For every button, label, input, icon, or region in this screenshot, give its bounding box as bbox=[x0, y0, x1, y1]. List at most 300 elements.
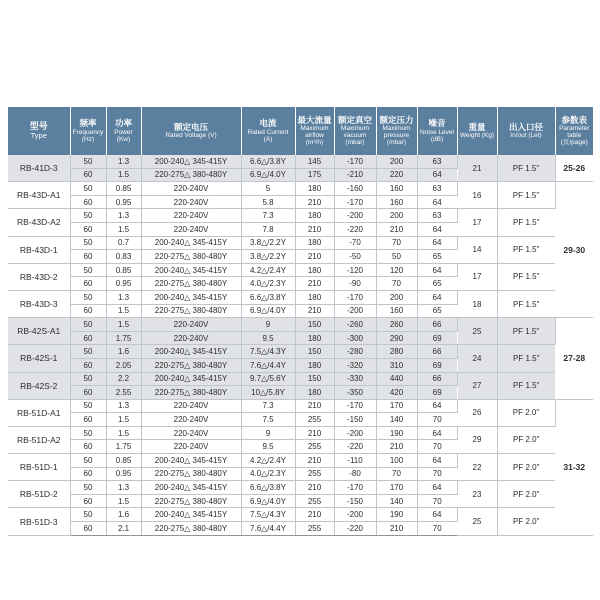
pressure-cell: 210 bbox=[376, 522, 417, 536]
voltage-cell: 220-275△ 380-480Y bbox=[141, 168, 241, 182]
weight-cell: 17 bbox=[457, 209, 497, 236]
airflow-cell: 255 bbox=[295, 413, 334, 427]
voltage-cell: 220-240V bbox=[141, 331, 241, 345]
vacuum-cell: -210 bbox=[334, 168, 376, 182]
airflow-cell: 210 bbox=[295, 304, 334, 318]
vacuum-cell: -150 bbox=[334, 494, 376, 508]
power-cell: 1.5 bbox=[106, 426, 141, 440]
pressure-cell: 190 bbox=[376, 426, 417, 440]
noise-cell: 63 bbox=[417, 155, 457, 168]
header-frequency bbox=[70, 107, 106, 155]
weight-cell: 29 bbox=[457, 426, 497, 453]
frequency-cell: 60 bbox=[70, 358, 106, 372]
airflow-cell: 180 bbox=[295, 263, 334, 277]
vacuum-cell: -200 bbox=[334, 304, 376, 318]
model-cell: RB-51D-A2 bbox=[8, 426, 70, 453]
frequency-cell: 50 bbox=[70, 508, 106, 522]
noise-cell: 70 bbox=[417, 494, 457, 508]
current-cell: 4.2△/2.4Y bbox=[241, 454, 295, 468]
vacuum-cell: -150 bbox=[334, 413, 376, 427]
model-cell: RB-51D-A1 bbox=[8, 399, 70, 426]
airflow-cell: 255 bbox=[295, 522, 334, 536]
voltage-cell: 220-240V bbox=[141, 399, 241, 413]
header-airflow-en: Maximum airflow (m³/h) bbox=[300, 124, 329, 147]
header-airflow-zh: 最大流量 bbox=[297, 114, 332, 125]
voltage-cell: 220-275△ 380-480Y bbox=[141, 358, 241, 372]
header-type-en: Type bbox=[30, 130, 47, 140]
current-cell: 3.8△/2.2Y bbox=[241, 236, 295, 250]
current-cell: 4.0△/2.3Y bbox=[241, 467, 295, 481]
pressure-cell: 290 bbox=[376, 331, 417, 345]
vacuum-cell: -110 bbox=[334, 454, 376, 468]
noise-cell: 66 bbox=[417, 345, 457, 359]
pressure-cell: 210 bbox=[376, 222, 417, 236]
airflow-cell: 180 bbox=[295, 182, 334, 196]
pressure-cell: 70 bbox=[376, 277, 417, 291]
voltage-cell: 200-240△ 345-415Y bbox=[141, 508, 241, 522]
noise-cell: 69 bbox=[417, 331, 457, 345]
power-cell: 0.7 bbox=[106, 236, 141, 250]
header-power-zh: 功率 bbox=[114, 118, 132, 129]
pressure-cell: 200 bbox=[376, 209, 417, 223]
noise-cell: 70 bbox=[417, 413, 457, 427]
voltage-cell: 200-240△ 345-415Y bbox=[141, 372, 241, 386]
noise-cell: 66 bbox=[417, 318, 457, 332]
weight-cell: 16 bbox=[457, 182, 497, 209]
vacuum-cell: -170 bbox=[334, 195, 376, 209]
voltage-cell: 200-240△ 345-415Y bbox=[141, 263, 241, 277]
power-cell: 1.75 bbox=[106, 440, 141, 454]
frequency-cell: 60 bbox=[70, 222, 106, 236]
vacuum-cell: -200 bbox=[334, 209, 376, 223]
pressure-cell: 200 bbox=[376, 155, 417, 168]
current-cell: 9 bbox=[241, 318, 295, 332]
pressure-cell: 280 bbox=[376, 345, 417, 359]
page-cell: 25-26 bbox=[555, 155, 593, 182]
voltage-cell: 220-275△ 380-480Y bbox=[141, 467, 241, 481]
pressure-cell: 310 bbox=[376, 358, 417, 372]
noise-cell: 66 bbox=[417, 372, 457, 386]
power-cell: 1.5 bbox=[106, 168, 141, 182]
current-cell: 7.3 bbox=[241, 399, 295, 413]
voltage-cell: 220-275△ 380-480Y bbox=[141, 250, 241, 264]
frequency-cell: 50 bbox=[70, 155, 106, 168]
voltage-cell: 220-275△ 380-480Y bbox=[141, 304, 241, 318]
airflow-cell: 175 bbox=[295, 168, 334, 182]
frequency-cell: 50 bbox=[70, 290, 106, 304]
airflow-cell: 180 bbox=[295, 236, 334, 250]
frequency-cell: 50 bbox=[70, 236, 106, 250]
header-pressure bbox=[376, 107, 417, 155]
power-cell: 0.85 bbox=[106, 454, 141, 468]
noise-cell: 64 bbox=[417, 508, 457, 522]
table-row bbox=[8, 209, 593, 223]
frequency-cell: 60 bbox=[70, 250, 106, 264]
header-page bbox=[555, 107, 593, 155]
frequency-cell: 50 bbox=[70, 345, 106, 359]
current-cell: 9.5 bbox=[241, 331, 295, 345]
airflow-cell: 210 bbox=[295, 222, 334, 236]
vacuum-cell: -120 bbox=[334, 263, 376, 277]
vacuum-cell: -170 bbox=[334, 155, 376, 168]
pressure-cell: 190 bbox=[376, 508, 417, 522]
header-current-en: Rated Current (A) bbox=[247, 128, 289, 143]
voltage-cell: 200-240△ 345-415Y bbox=[141, 155, 241, 168]
airflow-cell: 180 bbox=[295, 386, 334, 400]
pressure-cell: 170 bbox=[376, 481, 417, 495]
noise-cell: 64 bbox=[417, 168, 457, 182]
airflow-cell: 180 bbox=[295, 358, 334, 372]
power-cell: 0.85 bbox=[106, 182, 141, 196]
power-cell: 1.75 bbox=[106, 331, 141, 345]
weight-cell: 21 bbox=[457, 155, 497, 182]
pressure-cell: 160 bbox=[376, 195, 417, 209]
power-cell: 1.6 bbox=[106, 508, 141, 522]
port-cell: PF 1.5" bbox=[497, 155, 555, 182]
table-row bbox=[8, 399, 593, 413]
voltage-cell: 220-275△ 380-480Y bbox=[141, 494, 241, 508]
power-cell: 1.3 bbox=[106, 209, 141, 223]
power-cell: 1.3 bbox=[106, 399, 141, 413]
airflow-cell: 210 bbox=[295, 426, 334, 440]
weight-cell: 23 bbox=[457, 481, 497, 508]
pressure-cell: 100 bbox=[376, 454, 417, 468]
spec-table-body bbox=[8, 155, 593, 535]
noise-cell: 70 bbox=[417, 467, 457, 481]
current-cell: 9.7△/5.6Y bbox=[241, 372, 295, 386]
current-cell: 10△/5.8Y bbox=[241, 386, 295, 400]
vacuum-cell: -220 bbox=[334, 522, 376, 536]
power-cell: 0.85 bbox=[106, 263, 141, 277]
voltage-cell: 220-240V bbox=[141, 182, 241, 196]
model-cell: RB-42S-A1 bbox=[8, 318, 70, 345]
weight-cell: 25 bbox=[457, 508, 497, 535]
power-cell: 0.83 bbox=[106, 250, 141, 264]
airflow-cell: 210 bbox=[295, 277, 334, 291]
noise-cell: 64 bbox=[417, 195, 457, 209]
header-airflow bbox=[295, 107, 334, 155]
table-row bbox=[8, 481, 593, 495]
header-port-en: In/out (Let) bbox=[510, 132, 542, 140]
port-cell: PF 2.0" bbox=[497, 454, 555, 481]
port-cell: PF 1.5" bbox=[497, 263, 555, 290]
noise-cell: 65 bbox=[417, 250, 457, 264]
header-voltage bbox=[141, 107, 241, 155]
weight-cell: 17 bbox=[457, 263, 497, 290]
header-vacuum-en: Maximum vacuum (mbar) bbox=[340, 124, 370, 147]
airflow-cell: 255 bbox=[295, 494, 334, 508]
header-page-en: Parameter table (页/page) bbox=[559, 124, 590, 147]
header-frequency-en: Frequency (Hz) bbox=[72, 128, 104, 143]
voltage-cell: 220-240V bbox=[141, 222, 241, 236]
noise-cell: 64 bbox=[417, 222, 457, 236]
frequency-cell: 60 bbox=[70, 440, 106, 454]
pressure-cell: 160 bbox=[376, 182, 417, 196]
airflow-cell: 210 bbox=[295, 399, 334, 413]
port-cell: PF 1.5" bbox=[497, 318, 555, 345]
vacuum-cell: -280 bbox=[334, 345, 376, 359]
current-cell: 5 bbox=[241, 182, 295, 196]
current-cell: 9 bbox=[241, 426, 295, 440]
power-cell: 2.2 bbox=[106, 372, 141, 386]
header-current bbox=[241, 107, 295, 155]
header-port-zh: 出入口径 bbox=[508, 121, 543, 132]
frequency-cell: 60 bbox=[70, 195, 106, 209]
current-cell: 7.8 bbox=[241, 222, 295, 236]
port-cell: PF 1.5" bbox=[497, 182, 555, 209]
power-cell: 1.3 bbox=[106, 481, 141, 495]
power-cell: 1.5 bbox=[106, 304, 141, 318]
current-cell: 7.5△/4.3Y bbox=[241, 345, 295, 359]
table-row bbox=[8, 426, 593, 440]
header-noise-en: Noise Level (dB) bbox=[420, 128, 454, 143]
pressure-cell: 200 bbox=[376, 290, 417, 304]
spec-table bbox=[8, 107, 593, 536]
noise-cell: 65 bbox=[417, 304, 457, 318]
power-cell: 1.6 bbox=[106, 345, 141, 359]
header-row bbox=[8, 107, 593, 155]
table-row bbox=[8, 182, 593, 196]
header-vacuum-zh: 额定真空 bbox=[337, 114, 372, 125]
header-pressure-en: Maximum pressure (mbar) bbox=[382, 124, 411, 147]
weight-cell: 26 bbox=[457, 399, 497, 426]
current-cell: 5.8 bbox=[241, 195, 295, 209]
model-cell: RB-43D-2 bbox=[8, 263, 70, 290]
table-row bbox=[8, 236, 593, 250]
frequency-cell: 50 bbox=[70, 182, 106, 196]
weight-cell: 25 bbox=[457, 318, 497, 345]
weight-cell: 22 bbox=[457, 454, 497, 481]
model-cell: RB-42S-2 bbox=[8, 372, 70, 399]
airflow-cell: 210 bbox=[295, 250, 334, 264]
power-cell: 1.5 bbox=[106, 413, 141, 427]
model-cell: RB-43D-3 bbox=[8, 290, 70, 317]
current-cell: 7.6△/4.4Y bbox=[241, 522, 295, 536]
pressure-cell: 70 bbox=[376, 236, 417, 250]
header-voltage-zh: 额定电压 bbox=[173, 121, 208, 132]
voltage-cell: 200-240△ 345-415Y bbox=[141, 290, 241, 304]
model-cell: RB-51D-3 bbox=[8, 508, 70, 535]
frequency-cell: 60 bbox=[70, 277, 106, 291]
model-cell: RB-43D-1 bbox=[8, 236, 70, 263]
power-cell: 1.5 bbox=[106, 494, 141, 508]
frequency-cell: 50 bbox=[70, 209, 106, 223]
frequency-cell: 60 bbox=[70, 522, 106, 536]
port-cell: PF 2.0" bbox=[497, 508, 555, 535]
pressure-cell: 140 bbox=[376, 494, 417, 508]
spec-table-container bbox=[8, 107, 593, 536]
port-cell: PF 2.0" bbox=[497, 481, 555, 508]
frequency-cell: 50 bbox=[70, 454, 106, 468]
header-noise bbox=[417, 107, 457, 155]
header-power-en: Power (Kw) bbox=[114, 128, 133, 143]
frequency-cell: 60 bbox=[70, 494, 106, 508]
current-cell: 6.9△/4.0Y bbox=[241, 494, 295, 508]
model-cell: RB-41D-3 bbox=[8, 155, 70, 182]
header-voltage-en: Rated Voltage (V) bbox=[165, 132, 217, 140]
voltage-cell: 220-240V bbox=[141, 440, 241, 454]
frequency-cell: 50 bbox=[70, 399, 106, 413]
vacuum-cell: -200 bbox=[334, 508, 376, 522]
vacuum-cell: -80 bbox=[334, 467, 376, 481]
current-cell: 7.3 bbox=[241, 209, 295, 223]
noise-cell: 64 bbox=[417, 236, 457, 250]
voltage-cell: 200-240△ 345-415Y bbox=[141, 236, 241, 250]
voltage-cell: 220-240V bbox=[141, 195, 241, 209]
noise-cell: 64 bbox=[417, 426, 457, 440]
model-cell: RB-51D-2 bbox=[8, 481, 70, 508]
port-cell: PF 1.5" bbox=[497, 209, 555, 236]
vacuum-cell: -70 bbox=[334, 236, 376, 250]
power-cell: 1.3 bbox=[106, 290, 141, 304]
noise-cell: 70 bbox=[417, 522, 457, 536]
frequency-cell: 60 bbox=[70, 386, 106, 400]
airflow-cell: 150 bbox=[295, 318, 334, 332]
airflow-cell: 150 bbox=[295, 372, 334, 386]
airflow-cell: 210 bbox=[295, 195, 334, 209]
voltage-cell: 220-275△ 380-480Y bbox=[141, 522, 241, 536]
port-cell: PF 2.0" bbox=[497, 399, 555, 426]
current-cell: 4.2△/2.4Y bbox=[241, 263, 295, 277]
noise-cell: 64 bbox=[417, 290, 457, 304]
port-cell: PF 1.5" bbox=[497, 290, 555, 317]
noise-cell: 64 bbox=[417, 263, 457, 277]
voltage-cell: 200-240△ 345-415Y bbox=[141, 481, 241, 495]
airflow-cell: 180 bbox=[295, 209, 334, 223]
model-cell: RB-42S-1 bbox=[8, 345, 70, 372]
header-weight-zh: 重量 bbox=[468, 121, 486, 132]
header-weight bbox=[457, 107, 497, 155]
weight-cell: 18 bbox=[457, 290, 497, 317]
noise-cell: 64 bbox=[417, 481, 457, 495]
power-cell: 0.95 bbox=[106, 277, 141, 291]
vacuum-cell: -220 bbox=[334, 222, 376, 236]
header-weight-en: Weight (Kg) bbox=[459, 132, 495, 140]
header-pressure-zh: 额定压力 bbox=[379, 114, 414, 125]
airflow-cell: 255 bbox=[295, 467, 334, 481]
pressure-cell: 260 bbox=[376, 318, 417, 332]
pressure-cell: 120 bbox=[376, 263, 417, 277]
noise-cell: 65 bbox=[417, 277, 457, 291]
current-cell: 6.6△/3.8Y bbox=[241, 290, 295, 304]
current-cell: 6.9△/4.0Y bbox=[241, 168, 295, 182]
pressure-cell: 420 bbox=[376, 386, 417, 400]
table-row bbox=[8, 345, 593, 359]
table-row bbox=[8, 508, 593, 522]
vacuum-cell: -90 bbox=[334, 277, 376, 291]
frequency-cell: 60 bbox=[70, 331, 106, 345]
current-cell: 7.5 bbox=[241, 413, 295, 427]
current-cell: 6.9△/4.0Y bbox=[241, 304, 295, 318]
header-frequency-zh: 频率 bbox=[79, 118, 97, 129]
voltage-cell: 220-240V bbox=[141, 209, 241, 223]
noise-cell: 64 bbox=[417, 399, 457, 413]
noise-cell: 63 bbox=[417, 209, 457, 223]
model-cell: RB-51D-1 bbox=[8, 454, 70, 481]
header-noise-zh: 噪音 bbox=[428, 118, 446, 129]
vacuum-cell: -350 bbox=[334, 386, 376, 400]
table-row bbox=[8, 372, 593, 386]
frequency-cell: 60 bbox=[70, 304, 106, 318]
frequency-cell: 50 bbox=[70, 318, 106, 332]
vacuum-cell: -160 bbox=[334, 182, 376, 196]
table-row bbox=[8, 263, 593, 277]
airflow-cell: 210 bbox=[295, 508, 334, 522]
noise-cell: 64 bbox=[417, 454, 457, 468]
header-power bbox=[106, 107, 141, 155]
frequency-cell: 50 bbox=[70, 263, 106, 277]
pressure-cell: 210 bbox=[376, 440, 417, 454]
current-cell: 4.0△/2.3Y bbox=[241, 277, 295, 291]
pressure-cell: 70 bbox=[376, 467, 417, 481]
table-row bbox=[8, 155, 593, 168]
airflow-cell: 180 bbox=[295, 290, 334, 304]
airflow-cell: 180 bbox=[295, 331, 334, 345]
header-port bbox=[497, 107, 555, 155]
weight-cell: 27 bbox=[457, 372, 497, 399]
airflow-cell: 150 bbox=[295, 345, 334, 359]
port-cell: PF 1.5" bbox=[497, 345, 555, 372]
current-cell: 9.5 bbox=[241, 440, 295, 454]
header-type bbox=[8, 107, 70, 155]
frequency-cell: 50 bbox=[70, 372, 106, 386]
pressure-cell: 140 bbox=[376, 413, 417, 427]
power-cell: 0.95 bbox=[106, 195, 141, 209]
vacuum-cell: -50 bbox=[334, 250, 376, 264]
table-row bbox=[8, 318, 593, 332]
power-cell: 2.1 bbox=[106, 522, 141, 536]
port-cell: PF 1.5" bbox=[497, 236, 555, 263]
voltage-cell: 220-240V bbox=[141, 318, 241, 332]
frequency-cell: 50 bbox=[70, 426, 106, 440]
vacuum-cell: -330 bbox=[334, 372, 376, 386]
frequency-cell: 60 bbox=[70, 413, 106, 427]
airflow-cell: 255 bbox=[295, 440, 334, 454]
vacuum-cell: -170 bbox=[334, 481, 376, 495]
port-cell: PF 1.5" bbox=[497, 372, 555, 399]
power-cell: 2.05 bbox=[106, 358, 141, 372]
header-vacuum bbox=[334, 107, 376, 155]
voltage-cell: 220-240V bbox=[141, 426, 241, 440]
airflow-cell: 210 bbox=[295, 481, 334, 495]
pressure-cell: 440 bbox=[376, 372, 417, 386]
voltage-cell: 220-275△ 380-480Y bbox=[141, 386, 241, 400]
current-cell: 3.8△/2.2Y bbox=[241, 250, 295, 264]
power-cell: 2.55 bbox=[106, 386, 141, 400]
table-row bbox=[8, 454, 593, 468]
pressure-cell: 160 bbox=[376, 304, 417, 318]
current-cell: 7.5△/4.3Y bbox=[241, 508, 295, 522]
header-page-zh: 参数表 bbox=[561, 114, 587, 125]
vacuum-cell: -200 bbox=[334, 426, 376, 440]
vacuum-cell: -320 bbox=[334, 358, 376, 372]
current-cell: 6.6△/3.8Y bbox=[241, 481, 295, 495]
pressure-cell: 220 bbox=[376, 168, 417, 182]
frequency-cell: 60 bbox=[70, 168, 106, 182]
noise-cell: 63 bbox=[417, 182, 457, 196]
pressure-cell: 50 bbox=[376, 250, 417, 264]
current-cell: 6.6△/3.8Y bbox=[241, 155, 295, 168]
airflow-cell: 145 bbox=[295, 155, 334, 168]
page-cell: 31-32 bbox=[555, 399, 593, 535]
voltage-cell: 200-240△ 345-415Y bbox=[141, 454, 241, 468]
vacuum-cell: -170 bbox=[334, 290, 376, 304]
vacuum-cell: -220 bbox=[334, 440, 376, 454]
noise-cell: 69 bbox=[417, 358, 457, 372]
page-cell: 27-28 bbox=[555, 318, 593, 400]
model-cell: RB-43D-A1 bbox=[8, 182, 70, 209]
frequency-cell: 50 bbox=[70, 481, 106, 495]
